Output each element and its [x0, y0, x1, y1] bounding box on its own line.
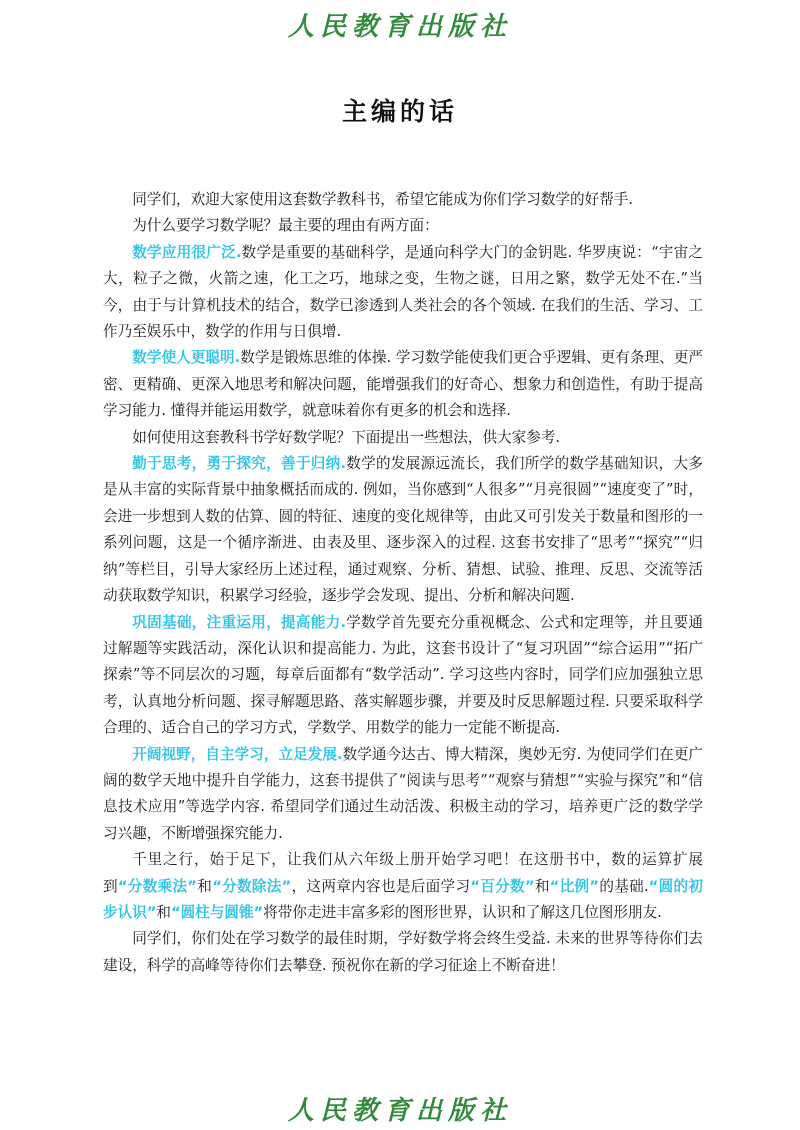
paragraph-text: 将带你走进丰富多彩的图形世界，认识和了解这几位图形朋友. — [263, 903, 662, 921]
paragraph-think — [103, 451, 703, 609]
heading-highlight: 勤于思考，勇于探究，善于归纳. — [132, 455, 346, 473]
paragraph-text: 数学通今达古、博大精深，奥妙无穷. 为使同学们在更广阔的数学天地中提升自学能力，这套书提供了“阅读与思考”“观察与猜想”“实验与探究”和“信息技术应用”等选学内容. 希望同学们通过生动活泼、积极主动的学习，培养更广泛的数学学习兴趣，不断增强探究能力. — [103, 745, 704, 842]
chapter-highlight: “比例” — [549, 877, 600, 895]
paragraph-how-to-use: 如何使用这套教科书学好数学呢？下面提出一些想法，供大家参考. — [132, 428, 561, 446]
paragraph-consolidate — [103, 610, 703, 742]
paragraph-text: 学数学首先要充分重视概念、公式和定理等，并且要通过解题等实践活动，深化认识和提高能力. 为此，这套书设计了“复习巩固”“综合运用”“拓广探索”等不同层次的习题，每章后面都有“数学活动”. 学习这些内容时，同学们应加强独立思考，认真地分析问题、探寻解题思路、落实解题步骤，并要及时反思解题过程. 只要采取科学合理的、适合自己的学习方式，学数学、用数学的能力一定能不断提高. — [103, 613, 703, 737]
paragraph-broaden — [103, 742, 703, 848]
paragraph-this-book — [103, 847, 703, 926]
preface-body — [103, 187, 703, 979]
paragraph-greeting: 同学们，欢迎大家使用这套数学教科书，希望它能成为你们学习数学的好帮手. — [132, 191, 634, 208]
paragraph-text: 数学的发展源远流长，我们所学的数学基础知识，大多是从丰富的实际背景中抽象概括而成的. 例如，当你感到“人很多”“月亮很圆”“速度变了”时，会进一步想到人数的估算、圆的特征、速度的变化规律等，由此又可引发关于数量和图形的一系列问题，这是一个循序渐进、由表及里、逐步深入的过程. 这套书安排了“思考”“探究”“归纳”等栏目，引导大家经历上述过程，通过观察、分析、猜想、试验、推理、反思、交流等活动获取数学知识，积累学习经验，逐步学会发现、提出、分析和解决问题. — [103, 455, 703, 605]
paragraph-closing: 同学们，你们处在学习数学的最佳时期，学好数学将会终生受益. 未来的世界等待你们去建设，科学的高峰等待你们去攀登. 预祝你在新的学习征途上不断奋进！ — [103, 930, 703, 974]
chapter-highlight: “分数乘法” — [117, 877, 197, 895]
heading-highlight: 数学应用很广泛. — [132, 243, 242, 261]
chapter-highlight: “百分数” — [470, 877, 535, 895]
publisher-logo-footer: 人民教育出版社 — [287, 1096, 512, 1126]
paragraph-text: 和 — [156, 903, 171, 921]
paragraph-text: 数学是锻炼思维的体操. 学习数学能使我们更合乎逻辑、更有条理、更严密、更精确、更深入地思考和解决问题，能增强我们的好奇心、想象力和创造性，有助于提高学习能力. 懂得并能运用数学，就意味着你有更多的机会和选择. — [103, 349, 704, 420]
paragraph-application — [103, 240, 703, 346]
paragraph-smarter — [103, 345, 703, 424]
paragraph-text: 的基础. — [599, 877, 649, 895]
page-title: 主编的话 — [341, 97, 458, 126]
chapter-highlight: “圆的初步认识” — [103, 877, 703, 921]
paragraph-text: 数学是重要的基础科学，是通向科学大门的金钥匙. 华罗庚说：“宇宙之大，粒子之微，火箭之速，化工之巧，地球之变，生物之谜，日用之繁，数学无处不在.”当今，由于与计算机技术的结合，数学已渗透到人类社会的各个领域. 在我们的生活、学习、工作乃至娱乐中，数学的作用与日俱增. — [103, 243, 704, 341]
chapter-highlight: “分数除法” — [212, 877, 292, 895]
paragraph-text: ，这两章内容也是后面学习 — [291, 877, 471, 895]
paragraph-text: 千里之行，始于足下，让我们从六年级上册开始学习吧！在这册书中，数的运算扩展到 — [103, 851, 703, 895]
heading-highlight: 巩固基础，注重运用，提高能力. — [132, 613, 346, 631]
heading-highlight: 开阔视野，自主学习，立足发展. — [132, 745, 343, 763]
chapter-highlight: “圆柱与圆锥” — [170, 903, 264, 921]
publisher-logo-header: 人民教育出版社 — [287, 12, 512, 42]
paragraph-text: 和 — [196, 877, 213, 895]
paragraph-text: 和 — [534, 877, 550, 895]
paragraph-question: 为什么要学习数学呢？最主要的理由有两方面： — [132, 217, 439, 235]
heading-highlight: 数学使人更聪明. — [132, 349, 241, 367]
